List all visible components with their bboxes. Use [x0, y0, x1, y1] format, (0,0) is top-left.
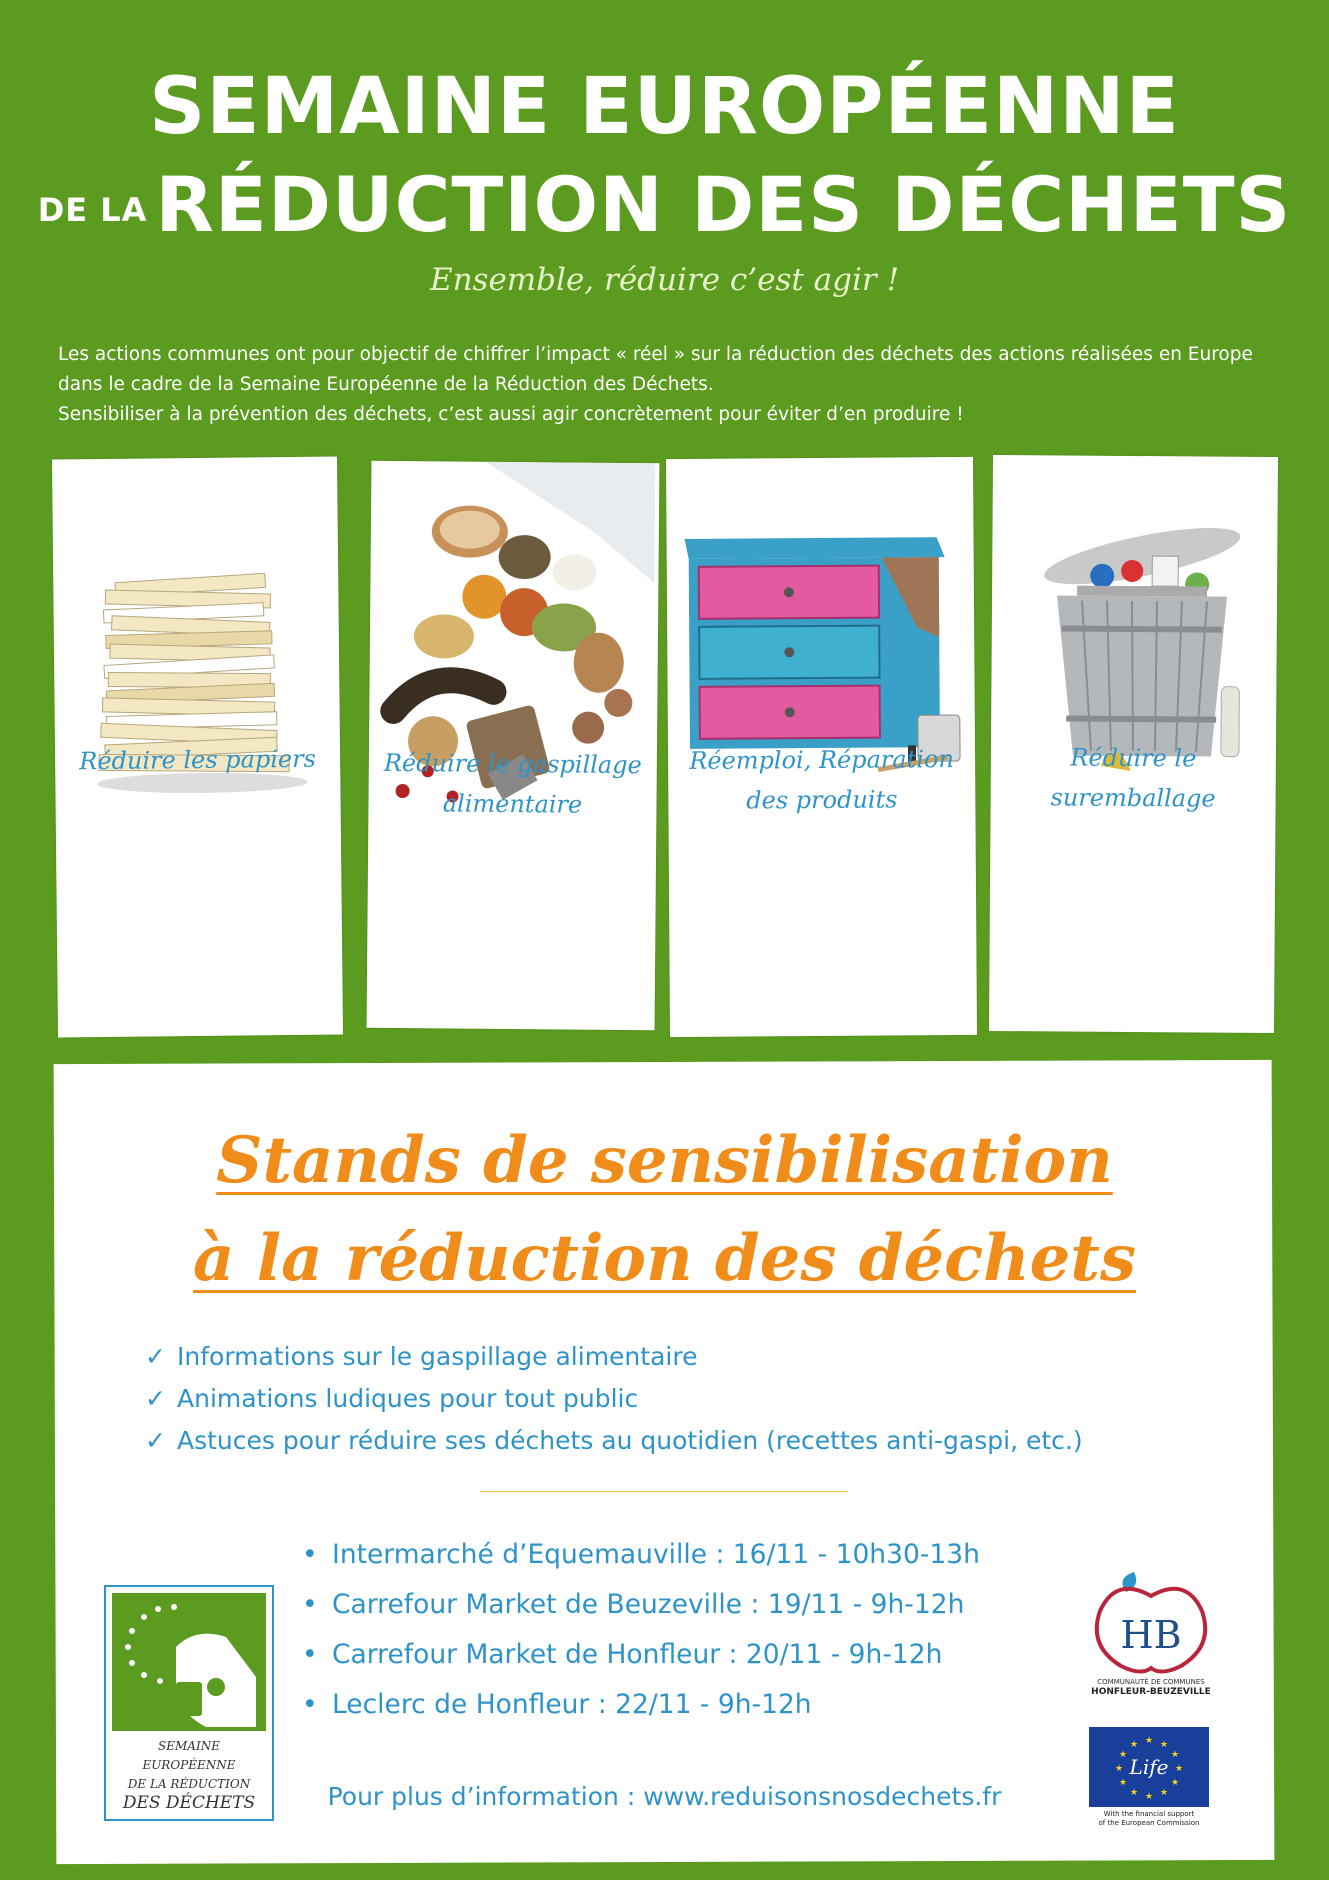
list-item: ✓ Informations sur le gaspillage alimentaire — [145, 1336, 1083, 1378]
tagline: Ensemble, réduire c’est agir ! — [429, 262, 900, 298]
checkmark-icon: ✓ — [145, 1426, 166, 1455]
card-caption-reuse: Réemploi, Réparation des produits — [689, 745, 954, 815]
serd-logo — [104, 1585, 274, 1821]
list-item: • Leclerc de Honfleur : 22/11 - 9h-12h — [302, 1680, 980, 1730]
svg-text:★: ★ — [1170, 1778, 1180, 1788]
locations-list — [302, 1530, 980, 1730]
svg-text:★: ★ — [1144, 1736, 1154, 1746]
svg-text:★: ★ — [1129, 1740, 1139, 1750]
title-main: RÉDUCTION DES DÉCHETS — [155, 160, 1292, 249]
svg-text:HB: HB — [1120, 1613, 1182, 1657]
svg-text:★: ★ — [1174, 1764, 1184, 1774]
checkmark-icon: ✓ — [145, 1342, 166, 1371]
card-packaging — [989, 455, 1278, 1033]
bullet-icon: • — [302, 1689, 318, 1720]
bullet-icon: • — [302, 1539, 318, 1570]
apple-icon — [1086, 1566, 1216, 1678]
checkmark-icon: ✓ — [145, 1384, 166, 1413]
honfleur-beuzeville-logo — [1086, 1566, 1216, 1701]
bullet-icon: • — [302, 1589, 318, 1620]
stands-line-1: Stands de sensibilisation — [216, 1123, 1113, 1198]
svg-text:★: ★ — [1170, 1750, 1180, 1760]
card-caption-packaging: Réduire le suremballage — [1050, 743, 1216, 813]
bullet-icon: • — [302, 1639, 318, 1670]
hb-logo-line-1: COMMUNAUTÉ DE COMMUNES — [1097, 1678, 1205, 1686]
intro-line-2: dans le cadre de la Semaine Européenne de la Réduction des Déchets. — [58, 374, 714, 395]
card-papers — [52, 457, 343, 1038]
stands-headline — [0, 1112, 1329, 1308]
list-item: ✓ Astuces pour réduire ses déchets au quotidien (recettes anti-gaspi, etc.) — [145, 1420, 1083, 1462]
list-item: ✓ Animations ludiques pour tout public — [145, 1378, 1083, 1420]
serd-hand-icon — [106, 1587, 272, 1735]
svg-text:★: ★ — [1118, 1750, 1128, 1760]
svg-text:★: ★ — [1118, 1778, 1128, 1788]
svg-text:★: ★ — [1159, 1788, 1169, 1798]
card-reuse — [666, 457, 977, 1037]
eu-life-logo — [1086, 1727, 1212, 1837]
divider — [480, 1491, 848, 1492]
more-info-link[interactable]: Pour plus d’information : www.reduisonsnosdechets.fr — [327, 1782, 1002, 1811]
card-caption-papers: Réduire les papiers — [79, 744, 317, 776]
intro-line-3: Sensibiliser à la prévention des déchets, c’est aussi agir concrètement pour éviter d’en produire ! — [58, 404, 964, 425]
svg-text:★: ★ — [1144, 1792, 1154, 1802]
intro-line-1: Les actions communes ont pour objectif de chiffrer l’impact « réel » sur la réduction des déchets des actions réalisées en Europe — [58, 344, 1253, 365]
life-label: Life — [1129, 1755, 1169, 1779]
title-line-2 — [0, 160, 1329, 249]
stands-line-2: à la réduction des déchets — [193, 1221, 1136, 1296]
svg-text:★: ★ — [1129, 1788, 1139, 1798]
list-item: • Intermarché d’Equemauville : 16/11 - 10h30-13h — [302, 1530, 980, 1580]
title-prefix: DE LA — [37, 191, 148, 229]
intro-text — [58, 340, 1288, 430]
list-item: • Carrefour Market de Beuzeville : 19/11 - 9h-12h — [302, 1580, 980, 1630]
serd-logo-text: SEMAINE EUROPÉENNE DE LA RÉDUCTION DES DÉCHETS — [122, 1739, 256, 1813]
card-food-waste — [367, 461, 660, 1030]
svg-text:★: ★ — [1114, 1764, 1124, 1774]
title-line-1: SEMAINE EUROPÉENNE — [149, 62, 1180, 152]
checklist — [145, 1336, 1083, 1462]
eu-caption: With the financial support of the European Commission — [1098, 1810, 1200, 1827]
hb-logo-line-2: HONFLEUR-BEUZEVILLE — [1091, 1687, 1211, 1697]
svg-text:★: ★ — [1159, 1740, 1169, 1750]
card-caption-food-waste: Réduire le gaspillage alimentaire — [383, 748, 642, 819]
list-item: • Carrefour Market de Honfleur : 20/11 - 9h-12h — [302, 1630, 980, 1680]
